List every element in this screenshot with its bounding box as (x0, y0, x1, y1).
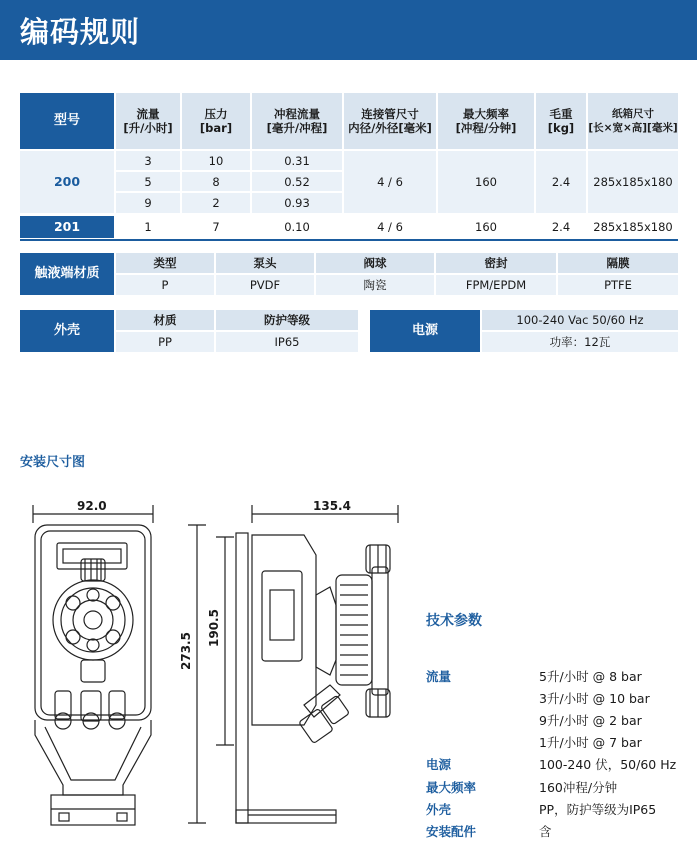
col-header-stroke-volume: 冲程流量 [毫升/冲程] (252, 93, 342, 149)
table-cell: PP (116, 332, 214, 352)
table-cell: 4 / 6 (344, 151, 436, 213)
col-header-model: 型号 (20, 93, 114, 149)
table-cell: 3 (116, 151, 180, 170)
spec-housing-label: 外壳 (426, 802, 452, 817)
col-header-flow: 流量 [升/小时] (116, 93, 180, 149)
spec-power-label: 电源 (426, 757, 452, 772)
col-header-material: 材质 (116, 310, 214, 330)
table-cell: 8 (182, 172, 250, 191)
table-cell: 2 (182, 193, 250, 213)
table-cell: FPM/EPDM (436, 275, 556, 295)
dim-width-label: 92.0 (77, 499, 107, 513)
dim-height-label: 190.5 (207, 609, 221, 647)
table-cell: 1 (116, 216, 180, 238)
table-cell: 7 (182, 216, 250, 238)
table-cell: 0.31 (252, 151, 342, 170)
table-cell: 285x185x180 (588, 151, 678, 213)
spec-power-value: 100-240 伏，50/60 Hz (539, 757, 677, 772)
side-view-drawing (180, 495, 415, 840)
table-cell: 0.10 (252, 216, 342, 238)
col-header-box-size: 纸箱尺寸 [长×宽×高][毫米] (588, 93, 678, 149)
table-cell: IP65 (216, 332, 358, 352)
table-cell: 陶瓷 (316, 275, 434, 295)
spec-flow-value: 5升/小时 @ 8 bar (539, 669, 642, 684)
model-200-label: 200 (20, 151, 114, 213)
spec-flow-label: 流量 (426, 669, 452, 684)
model-201-label: 201 (20, 216, 114, 238)
spec-accessory-label: 安装配件 (426, 824, 477, 839)
table-cell: P (116, 275, 214, 295)
spec-flow-value: 9升/小时 @ 2 bar (539, 713, 642, 728)
power-voltage: 100-240 Vac 50/60 Hz (482, 310, 678, 330)
table-cell: 5 (116, 172, 180, 191)
table-cell: 0.52 (252, 172, 342, 191)
table-cell: 285x185x180 (588, 216, 678, 238)
table-cell: PVDF (216, 275, 314, 295)
table-cell: 160 (438, 216, 534, 238)
spec-accessory-value: 含 (539, 824, 552, 839)
table-cell: 2.4 (536, 151, 586, 213)
table-cell: PTFE (558, 275, 678, 295)
install-section-title: 安装尺寸图 (20, 455, 86, 470)
spec-flow-value: 3升/小时 @ 10 bar (539, 691, 650, 706)
page-title: 编码规则 (20, 15, 141, 49)
col-header-protection: 防护等级 (216, 310, 358, 330)
col-header-pump-head: 泵头 (216, 253, 314, 273)
col-header-diaphragm: 隔膜 (558, 253, 678, 273)
col-header-valve-ball: 阀球 (316, 253, 434, 273)
col-header-pressure: 压力 [bar] (182, 93, 250, 149)
housing-title: 外壳 (20, 310, 114, 352)
dim-depth-label: 135.4 (313, 499, 351, 513)
table-cell: 160 (438, 151, 534, 213)
col-header-tube-size: 连接管尺寸 内径/外径[毫米] (344, 93, 436, 149)
col-header-max-frequency: 最大频率 [冲程/分钟] (438, 93, 534, 149)
table-cell: 9 (116, 193, 180, 213)
table-cell: 0.93 (252, 193, 342, 213)
table-divider (20, 239, 678, 241)
spec-frequency-label: 最大频率 (426, 780, 477, 795)
table-cell: 10 (182, 151, 250, 170)
spec-frequency-value: 160冲程/分钟 (539, 780, 618, 795)
dim-total-height-label: 273.5 (179, 632, 193, 670)
specs-title: 技术参数 (426, 613, 482, 629)
front-view-drawing (15, 495, 190, 840)
col-header-type: 类型 (116, 253, 214, 273)
table-cell: 4 / 6 (344, 216, 436, 238)
title-banner (0, 0, 697, 60)
spec-housing-value: PP，防护等级为IP65 (539, 802, 657, 817)
power-title: 电源 (370, 310, 480, 352)
col-header-weight: 毛重 [kg] (536, 93, 586, 149)
material-title: 触液端材质 (20, 253, 114, 295)
col-header-seal: 密封 (436, 253, 556, 273)
table-cell: 2.4 (536, 216, 586, 238)
spec-flow-value: 1升/小时 @ 7 bar (539, 735, 642, 750)
power-wattage: 功率：12瓦 (482, 332, 678, 352)
